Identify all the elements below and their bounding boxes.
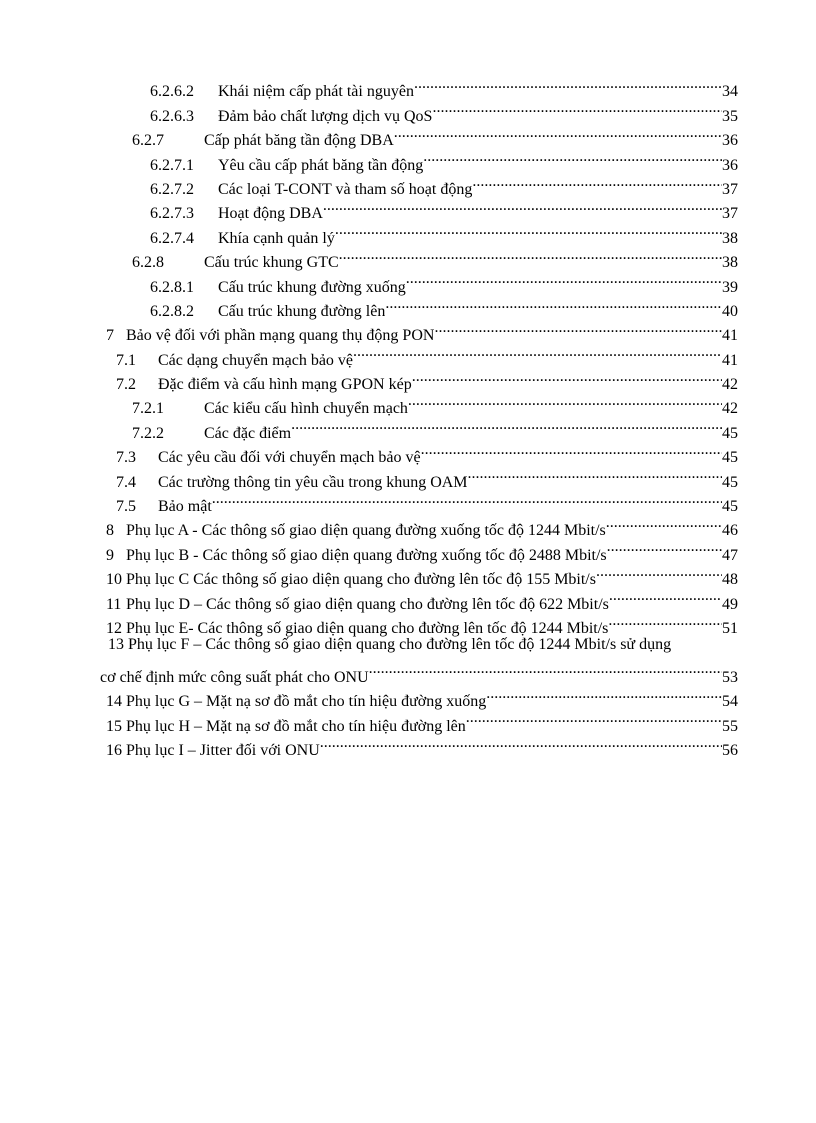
toc-dot-leader — [606, 511, 722, 535]
toc-entry-number: 7.2.1 — [132, 400, 164, 418]
toc-entry-page: 55 — [722, 717, 738, 735]
toc-entry[interactable] — [100, 438, 738, 467]
toc-entry[interactable] — [100, 731, 738, 759]
toc-entry-number: 8 — [106, 522, 114, 540]
toc-entry[interactable] — [100, 121, 738, 150]
toc-entry-title: Cấu trúc khung đường lên — [218, 302, 386, 320]
toc-entry[interactable] — [100, 194, 738, 223]
toc-dot-leader — [434, 316, 722, 340]
toc-entry-page: 53 — [722, 668, 738, 686]
toc-entry-page: 42 — [722, 376, 738, 394]
toc-dot-leader — [421, 438, 722, 462]
table-of-contents — [100, 72, 738, 759]
toc-entry-title: Bảo mật — [158, 498, 212, 516]
toc-dot-leader — [369, 657, 722, 681]
toc-entry-page: 49 — [722, 595, 738, 613]
toc-entry-page: 38 — [722, 254, 738, 272]
toc-entry-title: Phụ lục B - Các thông số giao diện quang đường xuống tốc độ 2488 Mbit/s — [126, 546, 607, 564]
toc-entry[interactable] — [100, 511, 738, 540]
toc-entry-title: Khái niệm cấp phát tài nguyên — [218, 83, 414, 101]
toc-entry-title: Hoạt động DBA — [218, 205, 323, 223]
toc-entry-number: 15 — [106, 717, 122, 735]
toc-entry-title: Phụ lục D – Các thông số giao diện quang cho đường lên tốc độ 622 Mbit/s — [126, 595, 609, 613]
toc-entry-number: 7.4 — [116, 473, 136, 491]
toc-entry[interactable] — [100, 389, 738, 418]
toc-dot-leader — [596, 560, 722, 584]
toc-entry-number: 7.1 — [116, 351, 136, 369]
toc-dot-leader — [323, 194, 722, 218]
toc-dot-leader — [468, 462, 722, 486]
toc-entry-page: 46 — [722, 522, 738, 540]
toc-dot-leader — [412, 365, 722, 389]
toc-entry-title-line1: Phụ lục F – Các thông số giao diện quang cho đường lên tốc độ 1244 Mbit/s sử dụng — [128, 635, 672, 653]
toc-entry-number: 16 — [106, 741, 122, 759]
toc-entry-number: 6.2.6.2 — [150, 83, 194, 101]
toc-dot-leader — [607, 535, 722, 559]
toc-entry-page: 34 — [722, 83, 738, 101]
toc-entry-title: Phụ lục G – Mặt nạ sơ đồ mắt cho tín hiệu đường xuống — [126, 693, 487, 711]
toc-entry[interactable] — [100, 560, 738, 589]
toc-entry-title: Cấp phát băng tần động DBA — [204, 132, 394, 150]
toc-entry-title: Cấu trúc khung đường xuống — [218, 278, 406, 296]
toc-entry-page: 45 — [722, 424, 738, 442]
toc-dot-leader — [608, 609, 722, 633]
toc-dot-leader — [320, 731, 722, 755]
toc-entry-title: Phụ lục A - Các thông số giao diện quang đường xuống tốc độ 1244 Mbit/s — [126, 522, 606, 540]
toc-entry-page: 45 — [722, 473, 738, 491]
toc-entry-number: 6.2.7.1 — [150, 156, 194, 174]
toc-entry-title: Phụ lục E- Các thông số giao diện quang cho đường lên tốc độ 1244 Mbit/s — [126, 619, 609, 637]
toc-entry-page: 47 — [722, 546, 738, 564]
toc-entry-number: 6.2.8.1 — [150, 278, 194, 296]
toc-entry-number: 7.5 — [116, 498, 136, 516]
toc-entry-page: 41 — [722, 351, 738, 369]
toc-entry-page: 38 — [722, 229, 738, 247]
toc-dot-leader — [408, 389, 722, 413]
toc-entry[interactable] — [100, 218, 738, 247]
toc-entry-title-line2: cơ chế định mức công suất phát cho ONU — [100, 668, 369, 686]
toc-entry[interactable] — [100, 243, 738, 272]
toc-entry-page: 45 — [722, 449, 738, 467]
toc-entry-line2 — [100, 657, 738, 686]
toc-dot-leader — [432, 96, 722, 120]
toc-entry-title: Phụ lục C Các thông số giao diện quang cho đường lên tốc độ 155 Mbit/s — [126, 571, 596, 589]
toc-entry-number: 7.2.2 — [132, 424, 164, 442]
toc-entry-title: Đảm bảo chất lượng dịch vụ QoS — [218, 107, 433, 125]
toc-dot-leader — [335, 218, 722, 242]
toc-entry-number: 7.3 — [116, 449, 136, 467]
toc-entry-number: 14 — [106, 693, 122, 711]
toc-dot-leader — [406, 267, 722, 291]
toc-entry[interactable] — [100, 535, 738, 564]
toc-entry-title: Phụ lục I – Jitter đối với ONU — [126, 741, 320, 759]
toc-entry-title: Các dạng chuyển mạch bảo vệ — [158, 351, 354, 369]
toc-entry[interactable] — [100, 316, 738, 345]
toc-entry-number: 6.2.8 — [132, 254, 164, 272]
toc-entry-title: Khía cạnh quản lý — [218, 229, 335, 247]
toc-entry-page: 39 — [722, 278, 738, 296]
toc-entry[interactable] — [100, 145, 738, 174]
toc-entry-number: 7.2 — [116, 376, 136, 394]
toc-entries-lower — [100, 682, 738, 759]
toc-dot-leader — [423, 145, 722, 169]
toc-dot-leader — [339, 243, 722, 267]
toc-entry[interactable] — [100, 706, 738, 735]
toc-entry-page: 54 — [722, 693, 738, 711]
toc-entry-number: 6.2.8.2 — [150, 302, 194, 320]
toc-entry-number: 11 — [106, 595, 122, 613]
toc-entry-page: 37 — [722, 205, 738, 223]
toc-dot-leader — [385, 292, 722, 316]
toc-entry-title: Phụ lục H – Mặt nạ sơ đồ mắt cho tín hiệu đường lên — [126, 717, 466, 735]
toc-entry-number: 6.2.7.3 — [150, 205, 194, 223]
toc-entry[interactable] — [100, 609, 738, 637]
toc-entry-number: 6.2.7 — [132, 132, 164, 150]
toc-entry[interactable] — [100, 340, 738, 369]
toc-entry-title: Các loại T-CONT và tham số hoạt động — [218, 180, 473, 198]
toc-entry-page: 36 — [722, 132, 738, 150]
toc-entry[interactable] — [100, 487, 738, 516]
toc-entry-number: 6.2.7.2 — [150, 180, 194, 198]
toc-entry-page: 51 — [722, 619, 738, 637]
toc-dot-leader — [394, 121, 722, 145]
toc-entry-page: 35 — [722, 107, 738, 125]
toc-entry-title: Các kiểu cấu hình chuyển mạch — [204, 400, 408, 418]
toc-entry[interactable] — [100, 365, 738, 394]
toc-entry-number: 9 — [106, 546, 114, 564]
toc-entry-title: Các trường thông tin yêu cầu trong khung OAM — [158, 473, 468, 491]
toc-dot-leader — [609, 584, 722, 608]
toc-entry[interactable] — [100, 72, 738, 101]
toc-entry-number: 12 — [106, 619, 122, 637]
toc-entry-number: 10 — [106, 571, 122, 589]
toc-dot-leader — [291, 413, 722, 437]
toc-entry[interactable] — [100, 682, 738, 711]
toc-entries-upper — [100, 72, 738, 637]
toc-entry-number: 6.2.7.4 — [150, 229, 194, 247]
toc-entry[interactable] — [100, 584, 738, 613]
toc-entry-page: 48 — [722, 571, 738, 589]
toc-dot-leader — [486, 682, 722, 706]
toc-entry-number: 13 — [108, 635, 124, 653]
toc-dot-leader — [466, 706, 722, 730]
toc-entry-title: Các yêu cầu đối với chuyển mạch bảo vệ — [158, 449, 421, 467]
toc-dot-leader — [414, 72, 722, 96]
toc-entry-title: Bảo vệ đối với phần mạng quang thụ động PON — [126, 327, 435, 345]
toc-entry-page: 36 — [722, 156, 738, 174]
toc-entry[interactable] — [100, 413, 738, 442]
toc-entry-page: 56 — [722, 741, 738, 759]
toc-entry-number: 6.2.6.3 — [150, 107, 194, 125]
toc-entry-page: 37 — [722, 180, 738, 198]
toc-entry-title: Các đặc điểm — [204, 424, 292, 442]
toc-entry-title: Yêu cầu cấp phát băng tần động — [218, 156, 424, 174]
toc-entry[interactable] — [100, 292, 738, 320]
toc-entry[interactable] — [100, 170, 738, 198]
toc-entry-page: 45 — [722, 498, 738, 516]
toc-entry-title: Đặc điểm và cấu hình mạng GPON kép — [158, 376, 412, 394]
toc-entry-title: Cấu trúc khung GTC — [204, 254, 339, 272]
toc-entry-page: 40 — [722, 302, 738, 320]
toc-dot-leader — [472, 170, 722, 194]
toc-entry[interactable] — [100, 96, 738, 125]
toc-entry[interactable] — [100, 462, 738, 491]
toc-dot-leader — [212, 487, 722, 511]
toc-entry-page: 41 — [722, 327, 738, 345]
toc-entry-page: 42 — [722, 400, 738, 418]
toc-entry-number: 7 — [106, 327, 114, 345]
toc-entry[interactable] — [100, 267, 738, 296]
toc-dot-leader — [353, 340, 722, 364]
